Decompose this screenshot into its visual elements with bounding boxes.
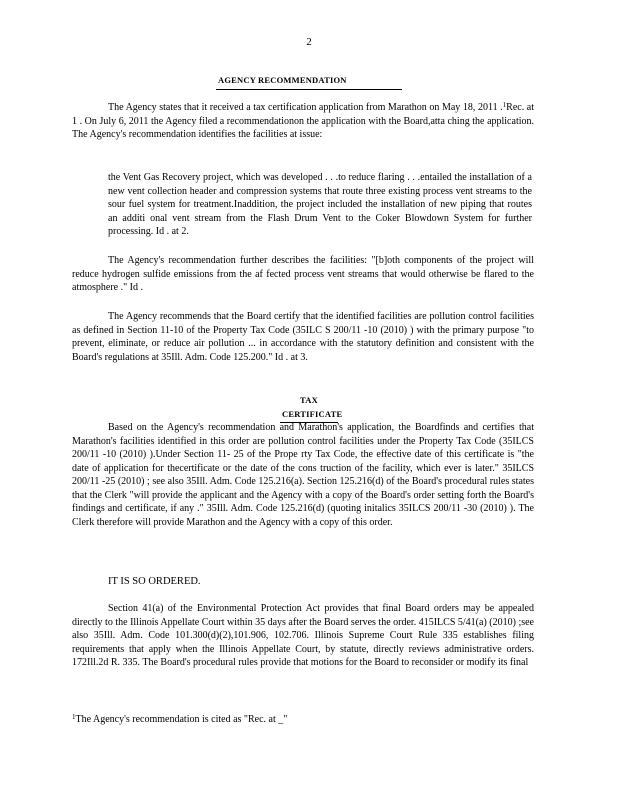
section-heading-tax-certificate: TAX CERTIFICATE	[0, 394, 618, 423]
footnote-text: The Agency's recommendation is cited as "Rec. at _"	[75, 714, 288, 725]
paragraph-appeal-rights: Section 41(a) of the Environmental Protection Act provides that final Board orders may be appealed directly to the Illinois Appellate Court within 35 days after the Board serves the order. 415ILCS 5/41(a) (2010) ;see also 35Ill. Adm. Code 101.300(d)(2),101.906, 102.706. Illinois Supreme Court Rule 335 establishes filing requirements that apply when the Illinois Appellate Court, by statute, directly reviews administrative orders. 172Ill.2d R. 335. The Board's procedural rules provide that motions for the Board to reconsider or modify its final	[72, 603, 534, 668]
page-number: 2	[306, 36, 312, 48]
block-quote-facilities: the Vent Gas Recovery project, which was developed . . .to reduce flaring . . .entailed the installation of a new vent collection header and compression systems that route three existing process vent streams to the sour fuel system for treatment.Inaddition, the project included the installation of new piping that routes an additi onal vent stream from the Flash Drum Vent to the Coker Blowdown System for further processing. Id . at 2.	[108, 172, 532, 237]
paragraph-agency-recommends: The Agency recommends that the Board certify that the identified facilities are pollution control facilities as defined in Section 11-10 of the Property Tax Code (35ILC S 200/11 -10 (2010) ) with the primary purpose "to prevent, eliminate, or reduce air pollution ... in accordance with the statutory definition and consistent with the Board's regulations at 35Ill. Adm. Code 125.200." Id . at 3.	[72, 311, 534, 363]
paragraph-board-finds: Based on the Agency's recommendation and Marathon's application, the Boardfinds and certifies that Marathon's facilities identified in this order are pollution control facilities under the Property Tax Code (35ILCS 200/11 -10 (2010) ).Under Section 11- 25 of the Prope rty Tax Code, the effective date of this certificate is "the date of application for thecertificate or the date of the cons truction of the facility, which ever is later." 35ILCS 200/11 -25 (2010) ; see also 35Ill. Adm. Code 125.216(a). Section 125.216(d) of the Board's procedural rules states that the Clerk "will provide the applicant and the Agency with a copy of the Board's order setting forth the Board's findings and certificate, if any ." 35Ill. Adm. Code 125.216(d) (quoting initalics 35ILCS 200/11 -30 (2010) ). The Clerk therefore will provide Marathon and the Agency with a copy of this order.	[72, 422, 534, 528]
paragraph-further-describes: The Agency's recommendation further describes the facilities: "[b]oth components of the project will reduce hydrogen sulfide emissions from the af fected process vent streams that would otherwise be flared to the atmosphere ." Id .	[72, 255, 534, 293]
paragraph-agency-received: The Agency states that it received a tax certification application from Marathon on May 18, 2011 .$^1$Rec. at 1 . On July 6, 2011 the Agency filed a recommendationon the application with the Board,atta ching the application. The Agency's recommendation identifies the facilities at issue:	[72, 101, 534, 140]
footnote-number: 1	[72, 713, 76, 721]
footnote-marker: 1	[502, 101, 507, 109]
footnote	[72, 711, 287, 727]
section-heading-agency-recommendation: AGENCY RECOMMENDATION	[0, 74, 618, 90]
ordered-statement: IT IS SO ORDERED.	[108, 576, 201, 587]
